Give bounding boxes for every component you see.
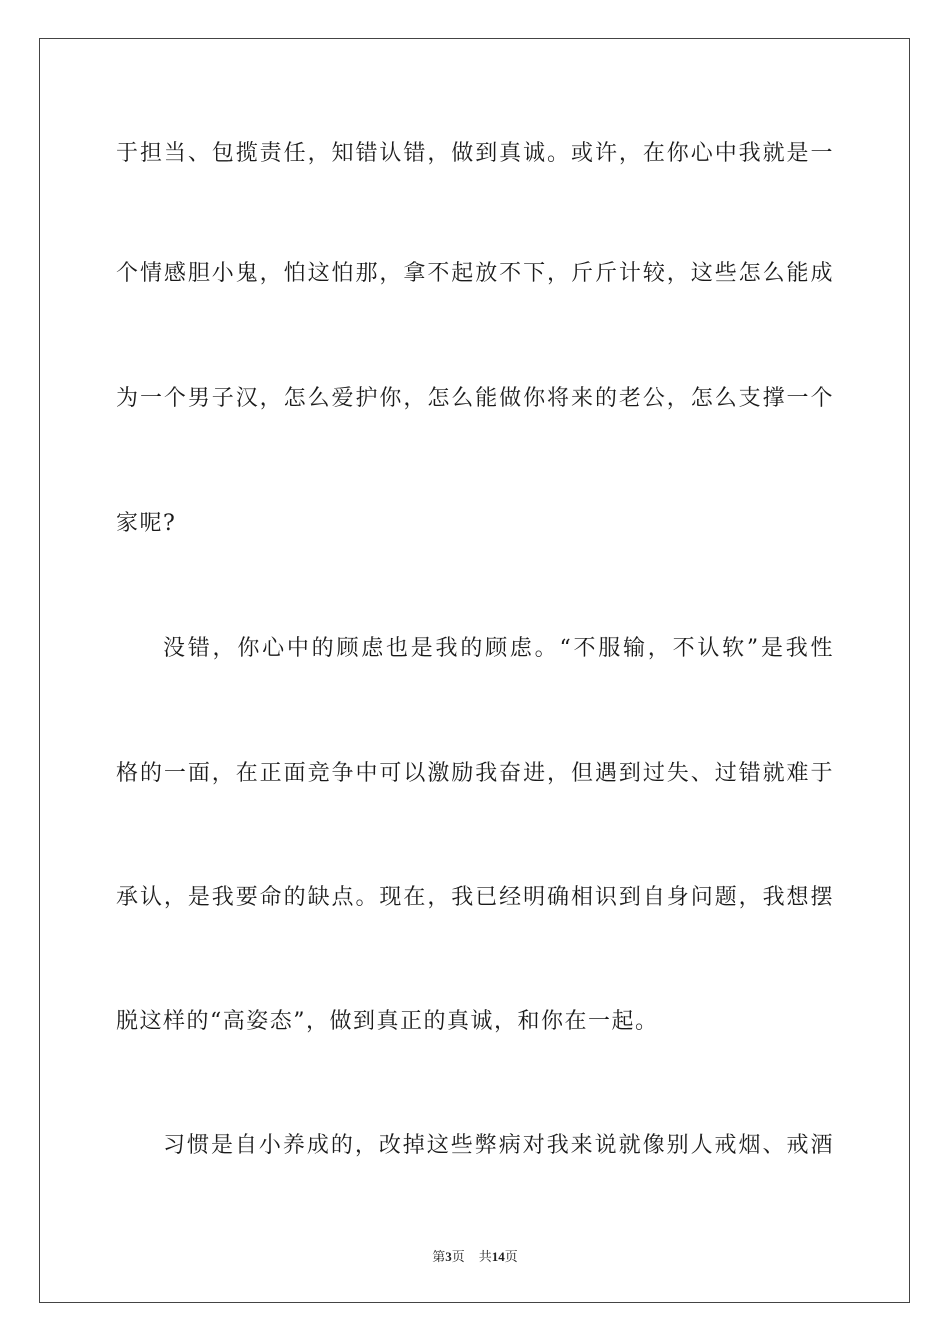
- body-text-line: 于担当、包揽责任，知错认错，做到真诚。或许，在你心中我就是一: [116, 141, 834, 166]
- body-text-line: 脱这样的“高姿态”，做到真正的真诚，和你在一起。: [116, 1009, 659, 1034]
- body-text-line: 承认，是我要命的缺点。现在，我已经明确相识到自身问题，我想摆: [116, 885, 834, 910]
- total-pages: 14: [491, 1249, 505, 1264]
- paragraph-start-line: 习惯是自小养成的，改掉这些弊病对我来说就像别人戒烟、戒酒: [163, 1133, 834, 1158]
- body-text-line: 为一个男子汉，怎么爱护你，怎么能做你将来的老公，怎么支撑一个: [116, 386, 834, 411]
- body-text-line: 个情感胆小鬼，怕这怕那，拿不起放不下，斤斤计较，这些怎么能成: [116, 261, 834, 286]
- page-border: [39, 38, 910, 1303]
- body-text-line: 格的一面，在正面竞争中可以激励我奋进，但遇到过失、过错就难于: [116, 761, 834, 786]
- page-label-prefix: 第: [432, 1250, 446, 1265]
- total-label-suffix: 页: [504, 1250, 518, 1265]
- page-label-suffix: 页: [451, 1250, 465, 1265]
- body-text-line: 家呢?: [116, 511, 177, 536]
- page-footer: [0, 1248, 950, 1267]
- page-number: 3: [445, 1249, 452, 1264]
- total-label-prefix: 共: [478, 1250, 492, 1265]
- paragraph-start-line: 没错，你心中的顾虑也是我的顾虑。“不服输，不认软”是我性: [163, 636, 834, 661]
